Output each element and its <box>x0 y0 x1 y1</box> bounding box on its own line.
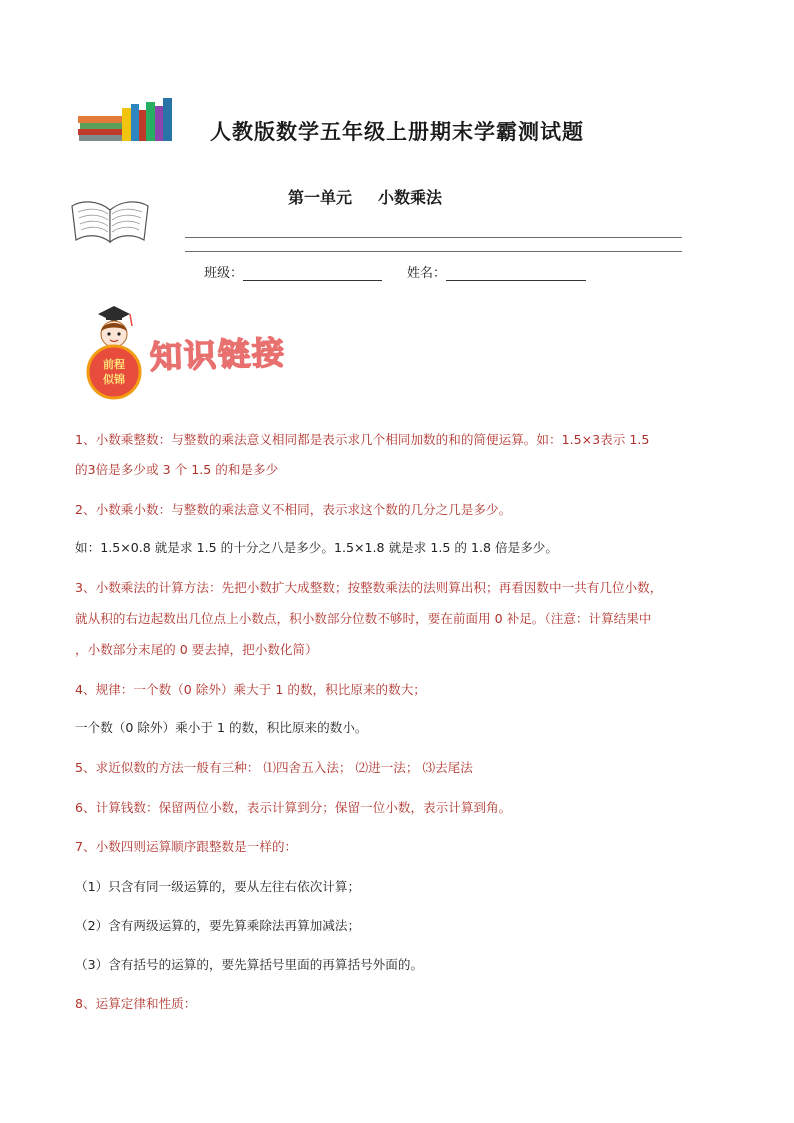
unit-heading <box>288 185 442 208</box>
badge-text-line2: 似锦 <box>103 373 125 386</box>
badge-text-line1: 前程 <box>103 358 125 371</box>
unit-label: 第一单元 <box>288 188 353 207</box>
item-3-line-1: 3、小数乘法的计算方法：先把小数扩大成整数；按整数乘法的法则算出积；再看因数中一共有几位小数， <box>75 580 663 595</box>
item-1-line-2: 的3倍是多少或 3 个 1.5 的和是多少 <box>75 462 279 477</box>
item-5-methods: ⑴四舍五入法； ⑵进一法； ⑶去尾法 <box>263 760 473 775</box>
open-book-icon <box>68 196 152 246</box>
item-7: 7、小数四则运算顺序跟整数是一样的： <box>75 839 298 854</box>
item-8: 8、运算定律和性质： <box>75 996 197 1011</box>
topic-label: 小数乘法 <box>378 188 443 207</box>
item-3-line-2: 就从积的右边起数出几位点上小数点，积小数部分位数不够时，要在前面用 0 补足。（注意：计算结果中 <box>75 611 652 626</box>
item-1-line-1: 1、小数乘整数：与整数的乘法意义相同都是表示求几个相同加数的和的简便运算。如：1.5×3表示 1.5 <box>75 432 650 447</box>
item-2-example: 如：1.5×0.8 就是求 1.5 的十分之八是多少。1.5×1.8 就是求 1.5 的 1.8 倍是多少。 <box>75 540 558 555</box>
knowledge-link-banner: 知识链接 <box>149 333 287 377</box>
class-blank[interactable] <box>243 266 382 281</box>
item-5-label: 5、求近似数的方法一般有三种： <box>75 760 260 775</box>
item-7-rule-1: （1）只含有同一级运算的，要从左往右依次计算； <box>75 879 361 894</box>
name-label: 姓名： <box>407 266 447 281</box>
name-blank[interactable] <box>446 266 586 281</box>
class-field <box>204 262 382 281</box>
header-divider-top <box>185 237 682 238</box>
item-7-rule-3: （3）含有括号的运算的，要先算括号里面的再算括号外面的。 <box>75 957 424 972</box>
item-5 <box>75 753 725 783</box>
item-2: 2、小数乘小数：与整数的乘法意义不相同，表示求这个数的几分之几是多少。 <box>75 502 512 517</box>
item-3-line-3: ，小数部分末尾的 0 要去掉，把小数化简） <box>75 642 318 657</box>
item-7-rule-2: （2）含有两级运算的，要先算乘除法再算加减法； <box>75 918 361 933</box>
class-label: 班级： <box>204 266 244 281</box>
header-divider-bottom <box>185 251 682 252</box>
page-title: 人教版数学五年级上册期末学霸测试题 <box>210 119 584 144</box>
mascot-badge-icon <box>78 302 150 400</box>
item-4: 4、规律：一个数（0 除外）乘大于 1 的数，积比原来的数大； <box>75 682 426 697</box>
item-6: 6、计算钱数：保留两位小数，表示计算到分；保留一位小数，表示计算到角。 <box>75 800 512 815</box>
books-illustration <box>76 94 176 142</box>
name-field <box>407 262 586 281</box>
item-4-rule: 一个数（0 除外）乘小于 1 的数，积比原来的数小。 <box>75 720 368 735</box>
